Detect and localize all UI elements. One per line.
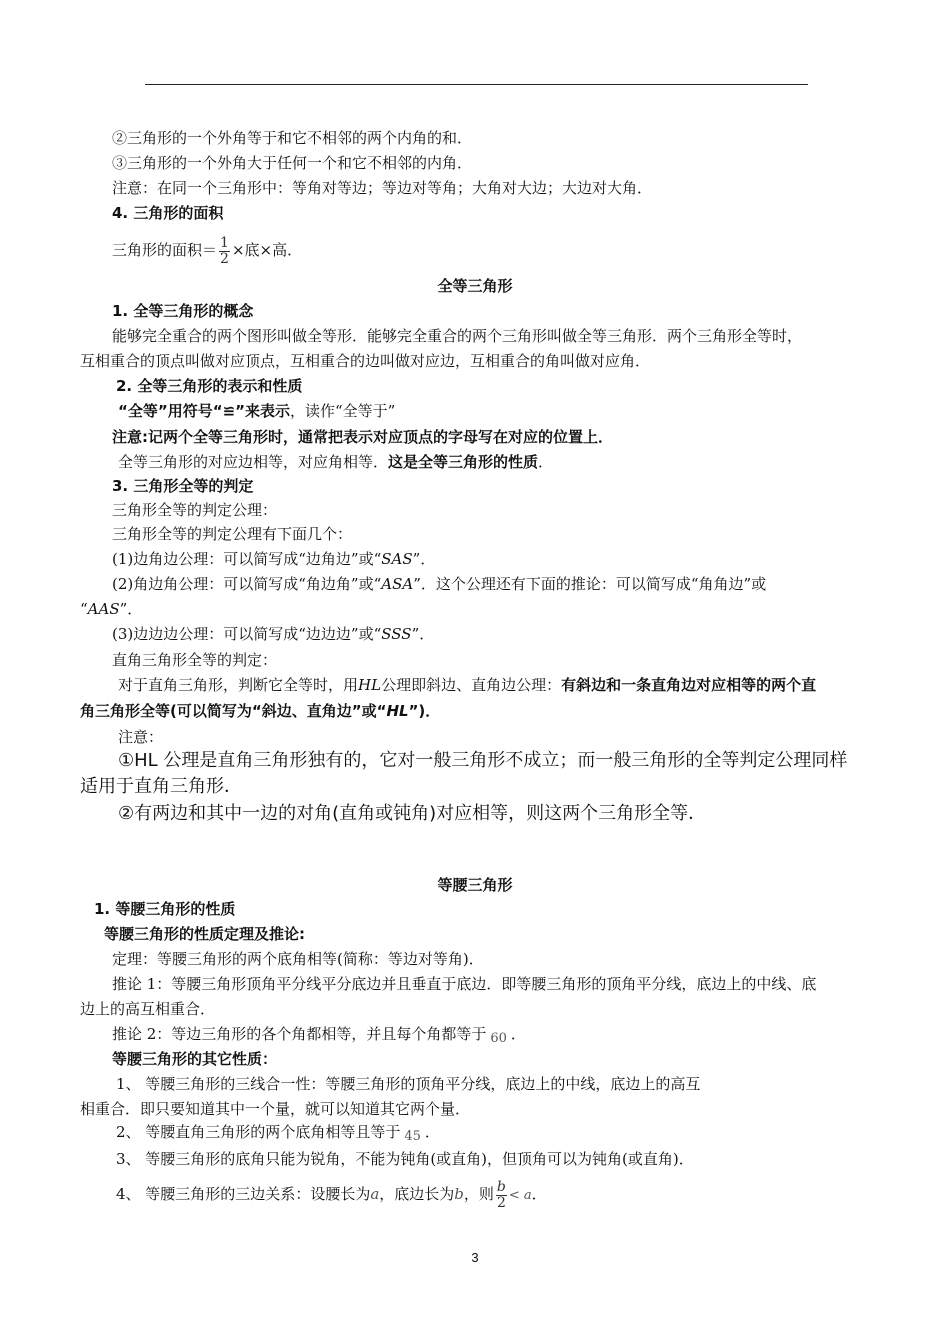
text-run: ． [424,1123,440,1141]
text-line [80,701,440,721]
text-line: 三角形全等的判定公理： [112,501,278,519]
text-run: 4、 等腰三角形的三边关系：设腰长为 [116,1185,371,1203]
math-italic: HL [358,676,382,694]
text-line [116,1122,440,1144]
math-relation: < a [508,1188,532,1203]
text-run: (2)角边角公理：可以简写成“角边角”或“ [112,575,382,593]
fraction [496,1180,507,1211]
text-line: 注意:记两个全等三角形时，通常把表示对应顶点的字母写在对应的位置上． [112,428,614,446]
text-line: 互相重合的顶点叫做对应顶点，互相重合的边叫做对应边，互相重合的角叫做对应角． [80,352,651,370]
section-heading: 1. 等腰三角形的性质 [94,900,236,918]
note-line: ①HL 公理是直角三角形独有的，它对一般三角形不成立；而一般三角形的全等判定公理同样 [118,750,848,771]
math-italic: HL [386,702,409,720]
math-value: 45 [404,1129,421,1144]
text-line [118,452,553,472]
text-run: 2、 等腰直角三角形的两个底角相等且等于 [116,1123,401,1141]
text-line: 三角形全等的判定公理有下面几个： [112,525,353,543]
section-heading: 3. 三角形全等的判定 [112,477,254,495]
text-line [112,624,434,644]
text-line: 注意： [118,728,164,746]
text-run-bold: 这是全等三角形的性质 [388,453,539,471]
text-run: (1)边角边公理：可以简写成“边角边”或“ [112,550,382,568]
text-run: ，则 [463,1185,494,1203]
math-variable: a [370,1185,380,1203]
note-line: 适用于直角三角形． [80,776,242,797]
math-value: 60 [490,1031,507,1046]
fraction-denominator: 2 [220,250,229,267]
text-line: 定理：等腰三角形的两个底角相等(简称：等边对等角)． [112,950,484,968]
fraction-numerator: 1 [220,234,229,251]
fraction-denominator: 2 [496,1194,506,1211]
text-run: ． [538,453,554,471]
text-run-bold: “全等”用符号“≌”来表示 [118,402,291,420]
section-title: 全等三角形 [437,277,513,295]
text-run: ”)． [408,702,441,720]
page-number: 3 [471,1250,479,1265]
text-run: ，底边长为 [379,1185,455,1203]
math-italic: SAS [381,550,413,568]
text-line: 相重合．即只要知道其中一个量，就可以知道其它两个量． [80,1100,471,1118]
math-variable: b [454,1185,464,1203]
text-line: 注意：在同一个三角形中：等角对等边；等边对等角；大角对大边；大边对大角． [112,179,653,197]
section-heading: 等腰三角形的其它性质： [112,1050,278,1068]
text-run: ”． [411,625,435,643]
text-run: 对于直角三角形，判断它全等时，用 [118,676,359,694]
note-line: ②有两边和其中一边的对角(直角或钝角)对应相等，则这两个三角形全等． [118,803,707,824]
fraction [219,236,230,267]
text-run: ． [531,1185,547,1203]
text-line: 边上的高互相重合． [80,1000,216,1018]
section-heading: 4. 三角形的面积 [112,204,224,222]
text-line [118,675,816,695]
text-run: 角三角形全等(可以简写为“斜边、直角边”或“ [80,702,387,720]
text-run: ”． [412,550,436,568]
text-line: 直角三角形全等的判定： [112,651,278,669]
text-run: 全等三角形的对应边相等，对应角相等． [118,453,389,471]
text-line [118,401,395,421]
text-line [80,599,142,619]
text-run: ． [510,1025,526,1043]
text-line: 能够完全重合的两个图形叫做全等形．能够完全重合的两个三角形叫做全等三角形．两个三角形全等时， [112,327,803,345]
section-heading: 等腰三角形的性质定理及推论: [104,925,305,943]
text-run: ×底×高． [231,241,303,259]
area-formula [112,228,302,272]
text-run: 三角形的面积＝ [112,241,218,259]
section-heading: 2. 全等三角形的表示和性质 [116,377,303,395]
section-heading: 1. 全等三角形的概念 [112,302,254,320]
text-run: ，读作“全等于” [290,402,396,420]
math-italic: ASA [381,575,414,593]
text-run: ”． [119,600,143,618]
text-line: 3、 等腰三角形的底角只能为锐角，不能为钝角(或直角)，但顶角可以为钝角(或直角)． [116,1150,694,1168]
text-line [112,1024,526,1046]
text-line [116,1172,547,1218]
text-run-bold: 有斜边和一条直角边对应相等的两个直 [561,676,817,694]
text-run: “ [80,600,88,618]
math-italic: SSS [381,625,412,643]
text-line [112,574,766,594]
header-rule [145,84,808,85]
fraction-numerator: b [496,1178,506,1195]
text-line: ②三角形的一个外角等于和它不相邻的两个内角的和． [112,129,473,147]
text-line: ③三角形的一个外角大于任何一个和它不相邻的内角． [112,154,473,172]
math-italic: AAS [87,600,120,618]
text-run: (3)边边边公理：可以简写成“边边边”或“ [112,625,382,643]
text-line [112,549,435,569]
text-line: 推论 1：等腰三角形顶角平分线平分底边并且垂直于底边．即等腰三角形的顶角平分线，底边上的中线、底 [112,975,817,993]
text-run: 公理即斜边、直角边公理： [381,676,562,694]
text-line: 1、 等腰三角形的三线合一性：等腰三角形的顶角平分线，底边上的中线，底边上的高互 [116,1075,701,1093]
section-title: 等腰三角形 [437,876,513,894]
text-run: 推论 2：等边三角形的各个角都相等，并且每个角都等于 [112,1025,487,1043]
text-run: ”．这个公理还有下面的推论：可以简写成“角角边”或 [413,575,767,593]
